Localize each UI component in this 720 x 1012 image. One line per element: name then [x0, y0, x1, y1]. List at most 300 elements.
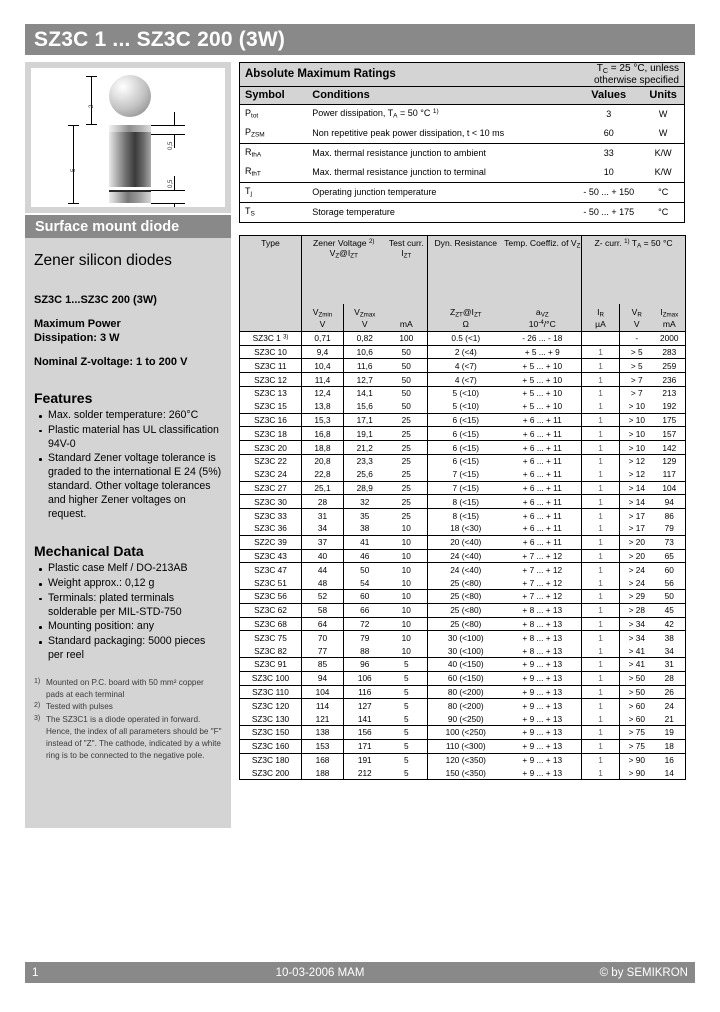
cell-vzmin: 77	[302, 644, 344, 657]
table-row	[240, 549, 686, 563]
cell-vr: > 24	[620, 576, 654, 589]
cell-vzmax: 191	[357, 754, 372, 765]
table-row	[240, 202, 685, 222]
subheader-izt: mA	[386, 304, 428, 332]
mechanical-list	[34, 562, 222, 662]
cell-zzt: 80 (<200)	[428, 685, 504, 699]
cell-zzt: 0.5 (<1)	[428, 331, 504, 345]
cell-vzmin: 121	[302, 712, 344, 725]
cell-zzt: 30 (<100)	[447, 632, 484, 643]
cell-vzmin: 9,4	[302, 345, 344, 359]
cell-ir: 1	[582, 359, 620, 373]
cell-type: SZ3C 51	[240, 576, 302, 589]
cell-avz: + 5 ... + 9	[504, 345, 582, 359]
cell-vr: > 14	[620, 495, 654, 509]
cell-izt: 5	[386, 712, 428, 725]
cell-ir: 1	[582, 753, 620, 766]
cell-vzmin: 153	[302, 739, 344, 753]
cell-vzmax: 17,1	[344, 413, 386, 427]
subheader-avz: $a_{VZ}$ $10^{-4}/^\circ C$	[504, 304, 582, 332]
cell-avz: + 9 ... + 13	[504, 739, 582, 753]
table-row	[240, 413, 686, 427]
cell-vr: > 7	[630, 388, 643, 399]
table-row	[240, 495, 686, 509]
table-row	[240, 535, 686, 549]
amr-condition-note: $T_C = 25$ °C, unless otherwise specified	[575, 63, 684, 87]
cell-zzt: 25 (<80)	[428, 617, 504, 631]
dim-line-footband-lower	[174, 203, 175, 207]
table-row	[240, 589, 686, 603]
cell-izt: 25	[386, 427, 428, 441]
table-row	[240, 509, 686, 522]
cell-zzt: 90 (<250)	[428, 712, 504, 725]
dim-line-topband-right	[174, 112, 175, 126]
cell-izt: 50	[386, 345, 428, 359]
amr-cell-value: - 50 ... + 175	[583, 207, 635, 218]
cell-avz: + 6 ... + 11	[504, 495, 582, 509]
cell-zzt: 110 (<300)	[428, 739, 504, 753]
cell-izt: 25	[386, 441, 428, 455]
table-row	[240, 104, 685, 124]
dim-rule-footband-upper	[151, 190, 185, 191]
cell-vzmin: 22,8	[302, 468, 344, 481]
cell-type: SZ3C 15	[240, 400, 302, 413]
cell-vzmin: 44	[302, 563, 344, 576]
cell-type: SZ3C 120	[240, 699, 302, 712]
cell-ir: 1	[582, 644, 620, 657]
solder-ball-shape	[109, 75, 151, 117]
cell-ir: 1	[582, 427, 620, 441]
cell-avz: + 7 ... + 12	[504, 549, 582, 563]
cell-vr: > 12	[628, 456, 645, 467]
cell-izmax: 16	[664, 754, 674, 765]
footnote-item	[34, 714, 222, 762]
cell-vzmax: 21,2	[344, 441, 386, 455]
cell-avz: + 6 ... + 11	[504, 535, 582, 549]
cell-vr: > 60	[628, 700, 645, 711]
cell-izt: 25	[386, 413, 428, 427]
melf-top-band-shape	[109, 125, 151, 132]
dim-rule-topband-lower	[151, 134, 185, 135]
cell-type: SZ3C 56	[240, 589, 302, 603]
amr-cell-unit: W	[658, 109, 668, 120]
cell-izmax: 117	[654, 468, 686, 481]
dim-arrow-body-top	[68, 125, 79, 126]
amr-cell-unit: K/W	[642, 163, 684, 183]
amr-cell-symbol: $P_{tot}$	[245, 108, 259, 121]
cell-vzmin: 138	[302, 725, 344, 739]
cell-vr: > 7	[620, 373, 654, 387]
cell-izt: 10	[386, 631, 428, 644]
left-column	[25, 62, 231, 832]
max-power-label	[34, 317, 222, 345]
cell-ir: 1	[582, 413, 620, 427]
footer-page-number: 1	[32, 966, 39, 979]
header-zener-voltage: Zener Voltage $^{2)}$ $V_Z@I_{ZT}$	[302, 235, 386, 304]
table-row	[240, 657, 686, 671]
cell-vzmin: 58	[302, 603, 344, 617]
cell-vzmax: 60	[344, 589, 386, 603]
cell-vr: > 75	[620, 739, 654, 753]
cell-vzmax: 10,6	[344, 345, 386, 359]
table-row	[240, 143, 685, 163]
cell-vzmax: 28,9	[344, 481, 386, 495]
cell-vr: > 10	[620, 413, 654, 427]
cell-vzmin: 13,8	[302, 400, 344, 413]
cell-vzmax: 19,1	[344, 427, 386, 441]
cell-avz: + 5 ... + 10	[504, 359, 582, 373]
cell-zzt: 120 (<350)	[445, 754, 486, 765]
cell-vzmax: 41	[344, 535, 386, 549]
cell-ir: 1	[582, 603, 620, 617]
dim-label-footband: 0,5	[168, 179, 174, 188]
table-row	[240, 739, 686, 753]
cell-type: SZ3C 12	[240, 373, 302, 387]
cell-type: SZ2C 39	[240, 535, 302, 549]
cell-zzt: 4 (<7)	[428, 373, 504, 387]
list-item: Standard packaging: 5000 pieces per reel	[48, 635, 222, 663]
cell-izmax: 24	[664, 700, 674, 711]
subheader-vzmax: $V_{Zmax}$ V	[344, 304, 386, 332]
cell-zzt: 60 (<150)	[428, 671, 504, 685]
table-row	[240, 712, 686, 725]
cell-vzmin: 25,1	[302, 481, 344, 495]
cell-izmax: 60	[664, 564, 674, 575]
cell-zzt: 6 (<15)	[428, 441, 504, 455]
cell-vzmin: 40	[302, 549, 344, 563]
dim-arrow-ball-top	[86, 76, 97, 77]
cell-vzmax: 14,1	[356, 388, 373, 399]
cell-vzmax: 12,7	[344, 373, 386, 387]
page-title: SZ3C 1 ... SZ3C 200 (3W)	[25, 24, 695, 55]
cell-vzmin: 31	[302, 509, 344, 522]
cell-izt: 10	[386, 522, 428, 535]
cell-vzmin: 188	[302, 766, 344, 779]
cell-vzmax: 156	[344, 725, 386, 739]
amr-cell-conditions: Max. thermal resistance junction to terminal	[312, 163, 575, 183]
cell-zzt: 150 (<350)	[445, 767, 486, 778]
table-row	[240, 182, 685, 202]
cell-avz: + 9 ... + 13	[504, 671, 582, 685]
cell-vr: > 50	[620, 685, 654, 699]
max-power-line1: Maximum Power	[34, 318, 121, 330]
cell-izmax: 73	[654, 535, 686, 549]
cell-type: SZ3C 33	[240, 509, 302, 522]
cell-zzt: 7 (<15)	[428, 468, 504, 481]
amr-cell-symbol: $T_j$	[240, 182, 313, 202]
cell-type: SZ3C 82	[240, 644, 302, 657]
cell-avz: + 7 ... + 12	[504, 589, 582, 603]
cell-vr: > 34	[620, 617, 654, 631]
cell-vzmin: 16,8	[302, 427, 344, 441]
cell-vzmin: 94	[302, 671, 344, 685]
cell-vzmax: 171	[344, 739, 386, 753]
amr-cell-conditions: Non repetitive peak power dissipation, t < 10 ms	[312, 124, 575, 144]
cell-vzmin: 85	[302, 657, 344, 671]
dim-arrow-ball-bottom	[86, 124, 97, 125]
cell-ir: 1	[582, 495, 620, 509]
cell-vzmax: 212	[357, 767, 372, 778]
package-drawing-box	[25, 62, 231, 213]
cell-avz: + 6 ... + 11	[504, 454, 582, 467]
table-row	[240, 124, 685, 144]
cell-ir: 1	[582, 671, 620, 685]
cell-zzt: 5 (<10)	[428, 400, 504, 413]
cell-avz: + 6 ... + 11	[504, 441, 582, 455]
table-subheader-row	[240, 304, 686, 332]
cell-ir: 1	[582, 699, 620, 712]
cell-vzmax: 79	[360, 632, 370, 643]
cell-vr: > 20	[620, 535, 654, 549]
cell-avz: + 9 ... + 13	[504, 766, 582, 779]
table-row	[240, 345, 686, 359]
cell-type: SZ3C 150	[240, 725, 302, 739]
cell-avz: + 8 ... + 13	[504, 603, 582, 617]
cell-izmax: 236	[654, 373, 686, 387]
dim-line-footband-measure	[174, 176, 175, 190]
cell-zzt: 25 (<80)	[428, 603, 504, 617]
cell-type: SZ3C 91	[240, 657, 302, 671]
cell-izmax: 259	[654, 359, 686, 373]
amr-cell-conditions: Operating junction temperature	[312, 182, 575, 202]
cell-vzmax: 72	[344, 617, 386, 631]
cell-zzt: 8 (<15)	[428, 495, 504, 509]
cell-vr: > 60	[620, 712, 654, 725]
cell-ir: 1	[582, 563, 620, 576]
cell-izmax: 192	[654, 400, 686, 413]
cell-type: SZ3C 20	[240, 441, 302, 455]
cell-izt: 10	[386, 576, 428, 589]
cell-vr: > 34	[628, 632, 645, 643]
cell-vzmin: 0,71	[302, 331, 344, 345]
cell-izmax: 50	[654, 589, 686, 603]
amr-cell-conditions: Power dissipation, $T_A = 50$ °C $^{1)}$	[312, 108, 439, 121]
cell-vzmin: 48	[302, 576, 344, 589]
footnote-item	[34, 677, 222, 701]
table-row	[240, 468, 686, 481]
cell-zzt: 6 (<15)	[428, 427, 504, 441]
cell-vzmax: 23,3	[356, 456, 373, 467]
table-row	[240, 576, 686, 589]
amr-title: Absolute Maximum Ratings	[240, 63, 576, 87]
cell-izmax: 21	[654, 712, 686, 725]
cell-vr: > 41	[620, 644, 654, 657]
cell-izmax: 26	[654, 685, 686, 699]
cell-izmax: 18	[654, 739, 686, 753]
cell-zzt: 7 (<15)	[428, 481, 504, 495]
cell-avz: + 5 ... + 10	[504, 400, 582, 413]
cell-izt: 5	[386, 671, 428, 685]
table-row	[240, 766, 686, 779]
cell-type: SZ3C 100	[240, 671, 302, 685]
header-temp-coeff: Temp. Coeffiz. of $V_Z$	[504, 235, 582, 304]
footnotes-list	[34, 677, 222, 762]
cell-izmax: 31	[654, 657, 686, 671]
cell-type: SZ3C 200	[240, 766, 302, 779]
amr-cell-unit: °C	[642, 182, 684, 202]
cell-ir: 1	[582, 400, 620, 413]
cell-izt: 5	[386, 739, 428, 753]
cell-izt: 5	[386, 725, 428, 739]
cell-vzmin: 12,4	[302, 386, 344, 399]
amr-cell-unit: K/W	[654, 148, 672, 159]
dim-label-ball: 2	[89, 104, 95, 108]
cell-izt: 25	[386, 454, 428, 467]
cell-type: SZ3C 27	[240, 481, 302, 495]
cell-avz: + 8 ... + 13	[504, 617, 582, 631]
table-header-row	[240, 86, 685, 104]
cell-izmax: 142	[654, 441, 686, 455]
cell-izmax: 65	[654, 549, 686, 563]
cell-izt: 100	[386, 331, 428, 345]
cell-ir: 1	[582, 725, 620, 739]
cell-vzmax: 50	[360, 564, 370, 575]
cell-vzmax: 96	[344, 657, 386, 671]
cell-avz: + 9 ... + 13	[504, 685, 582, 699]
features-list	[34, 409, 222, 521]
cell-zzt: 24 (<40)	[428, 549, 504, 563]
header-type: Type	[240, 235, 302, 304]
cell-izmax: 79	[654, 522, 686, 535]
table-row	[240, 631, 686, 644]
cell-vr: > 12	[620, 468, 654, 481]
cell-ir: 1	[582, 386, 620, 399]
table-row	[240, 373, 686, 387]
cell-zzt: 80 (<200)	[447, 700, 484, 711]
amr-cell-value: 10	[575, 163, 642, 183]
package-drawing	[31, 68, 225, 207]
amr-cell-symbol: $R_{thA}$	[245, 147, 262, 160]
cell-vzmin: 37	[302, 535, 344, 549]
dim-rule-topband-upper	[151, 125, 185, 126]
cell-ir: 1	[582, 481, 620, 495]
cell-vzmin: 11,4	[302, 373, 344, 387]
cell-zzt: 2 (<4)	[428, 345, 504, 359]
table-row	[240, 725, 686, 739]
amr-cell-unit: W	[642, 124, 684, 144]
cell-vzmax: 66	[344, 603, 386, 617]
amr-cell-symbol: $P_{ZSM}$	[240, 124, 313, 144]
cell-izmax: 283	[654, 345, 686, 359]
cell-ir: 1	[582, 441, 620, 455]
cell-izt: 10	[386, 535, 428, 549]
cell-vr: > 17	[628, 510, 645, 521]
list-item: Weight approx.: 0,12 g	[48, 577, 222, 591]
amr-cell-value: 33	[603, 148, 614, 159]
product-heading: Zener silicon diodes	[34, 252, 172, 269]
cell-avz: + 6 ... + 11	[504, 413, 582, 427]
cell-vr: > 50	[620, 671, 654, 685]
cell-type: SZ3C 24	[240, 468, 302, 481]
nominal-voltage-label: Nominal Z-voltage: 1 to 200 V	[34, 356, 188, 369]
cell-vzmin: 114	[302, 699, 344, 712]
right-column	[239, 62, 695, 780]
cell-vr: > 17	[620, 522, 654, 535]
cell-type: SZ3C 110	[240, 685, 302, 699]
cell-ir: 1	[582, 509, 620, 522]
table-row	[240, 400, 686, 413]
subheader-zzt: $Z_{ZT}@I_{ZT}$ Ω	[428, 304, 504, 332]
table-row	[240, 671, 686, 685]
cell-type: SZ3C 180	[240, 753, 302, 766]
cell-izt: 50	[386, 359, 428, 373]
cell-vr: > 90	[628, 754, 645, 765]
cell-zzt: 18 (<30)	[428, 522, 504, 535]
dim-label-topband: 0,5	[168, 141, 174, 150]
cell-izmax: 14	[664, 767, 674, 778]
cell-izmax: 2000	[654, 331, 686, 345]
cell-vzmax: 11,6	[344, 359, 386, 373]
cell-avz: + 7 ... + 12	[504, 576, 582, 589]
cell-izmax: 86	[664, 510, 674, 521]
cell-vr: > 41	[620, 657, 654, 671]
cell-izmax: 175	[654, 413, 686, 427]
cell-izt: 5	[386, 753, 428, 766]
amr-cell-value: 60	[575, 124, 642, 144]
footnote-item	[34, 701, 222, 713]
cell-izmax: 104	[654, 481, 686, 495]
cell-avz: + 9 ... + 13	[504, 712, 582, 725]
package-caption: Surface mount diode	[25, 215, 231, 238]
cell-izt: 10	[386, 617, 428, 631]
cell-ir: 1	[582, 617, 620, 631]
cell-avz: + 6 ... + 11	[504, 522, 582, 535]
cell-vr: > 24	[628, 564, 645, 575]
cell-vr: > 5	[620, 359, 654, 373]
cell-izt: 10	[386, 563, 428, 576]
cell-ir: 1	[582, 685, 620, 699]
mechanical-heading: Mechanical Data	[34, 543, 144, 560]
cell-zzt: 20 (<40)	[428, 535, 504, 549]
cell-izmax: 38	[664, 632, 674, 643]
cell-type: SZ3C 68	[240, 617, 302, 631]
cell-type: SZ3C 11	[240, 359, 302, 373]
table-row	[240, 753, 686, 766]
amr-col-symbol: Symbol	[240, 86, 313, 104]
cell-type: SZ3C 18	[240, 427, 302, 441]
table-row	[240, 441, 686, 455]
cell-zzt: 5 (<10)	[452, 388, 480, 399]
type-table-body	[240, 331, 686, 779]
cell-vr: > 5	[620, 345, 654, 359]
cell-vzmin: 70	[302, 631, 344, 644]
cell-avz: + 8 ... + 13	[504, 644, 582, 657]
amr-cell-unit: °C	[658, 207, 669, 218]
dim-line-ball-vertical	[91, 76, 92, 125]
cell-avz: + 5 ... + 10	[504, 386, 582, 399]
cell-izt: 10	[386, 589, 428, 603]
cell-izt: 10	[386, 549, 428, 563]
list-item: Mounting position: any	[48, 620, 222, 634]
table-row	[240, 617, 686, 631]
cell-vr: > 10	[620, 441, 654, 455]
amr-cell-conditions: Storage temperature	[312, 207, 395, 218]
cell-type: SZ3C 47	[240, 563, 302, 576]
cell-vr: > 14	[620, 481, 654, 495]
dim-label-body: 5	[71, 168, 77, 172]
absolute-maximum-ratings-table	[239, 62, 685, 223]
cell-ir: 1	[582, 549, 620, 563]
cell-vr: > 90	[628, 767, 645, 778]
cell-ir: 1	[582, 535, 620, 549]
cell-vzmin: 15,3	[302, 413, 344, 427]
amr-col-conditions: Conditions	[312, 86, 575, 104]
footnote-text: Tested with pulses	[46, 702, 113, 712]
cell-izmax: 34	[654, 644, 686, 657]
cell-avz: - 26 ... - 18	[504, 331, 582, 345]
cell-vzmax: 46	[344, 549, 386, 563]
max-power-line2: Dissipation: 3 W	[34, 332, 120, 345]
